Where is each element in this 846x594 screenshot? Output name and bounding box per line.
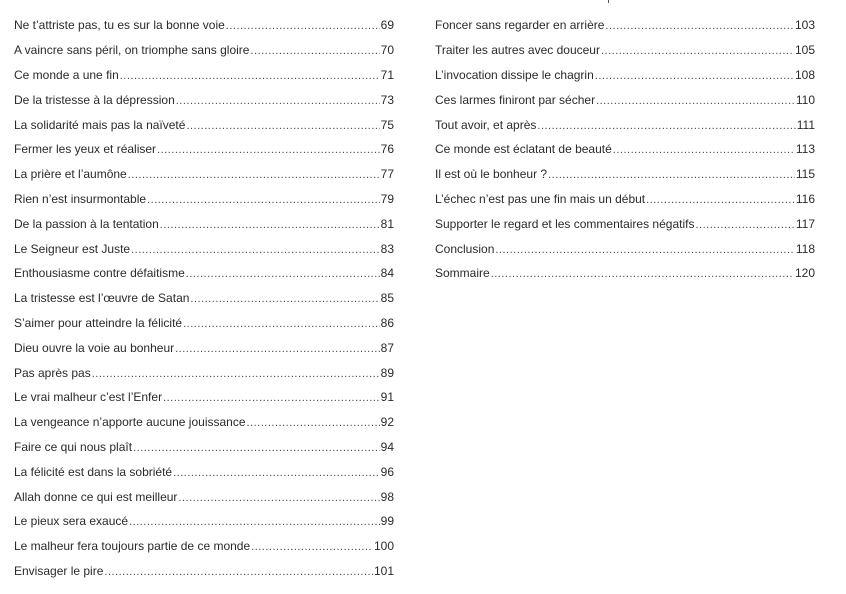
toc-entry-title: L’invocation dissipe le chagrin [435,67,594,82]
toc-entry-page-number: 71 [380,67,394,82]
toc-entry [14,187,394,212]
toc-dot-leader [495,244,794,256]
toc-dot-leader [613,144,795,156]
toc-dot-leader [178,492,379,504]
toc-entry-title: Faire ce qui nous plaît [14,439,133,454]
toc-dot-leader [548,169,795,181]
toc-entry-page-number: 89 [380,365,394,380]
toc-dot-leader [601,45,794,57]
toc-entry-page-number: 86 [380,315,394,330]
toc-dot-leader [695,219,794,231]
toc-dot-leader [131,244,380,256]
toc-entry [435,13,815,38]
toc-entry-title: Pas après pas [14,365,91,380]
toc-entry [14,137,394,162]
toc-entry-page-number: 73 [380,92,394,107]
toc-entry-page-number: 101 [373,563,394,578]
toc-entry [14,38,394,63]
toc-dot-leader [128,169,380,181]
toc-entry-page-number: 110 [795,92,815,107]
toc-entry-title: Dieu ouvre la voie au bonheur [14,340,175,355]
toc-entry-title: Fermer les yeux et réaliser [14,142,157,157]
toc-entry-page-number: 75 [380,117,394,132]
toc-entry-page-number: 85 [380,291,394,306]
toc-dot-leader [605,20,794,32]
toc-entry-page-number: 79 [380,191,394,206]
toc-entry-page-number: 87 [380,340,394,355]
toc-entry-page-number: 83 [380,241,394,256]
toc-entry-page-number: 70 [380,43,394,58]
toc-dot-leader [251,541,373,553]
toc-entry [14,87,394,112]
toc-entry [14,509,394,534]
toc-dot-leader [247,417,380,429]
toc-dot-leader [160,219,380,231]
toc-entry-title: Rien n’est insurmontable [14,191,147,206]
toc-dot-leader [186,120,379,132]
toc-entry-page-number: 91 [380,390,394,405]
toc-dot-leader [163,392,380,404]
toc-entry [14,484,394,509]
toc-entry-title: Traiter les autres avec douceur [435,43,600,58]
toc-entry [14,236,394,261]
toc-entry-page-number: 81 [380,216,394,231]
toc-entry [435,261,815,286]
toc-entry-page-number: 77 [380,167,394,182]
toc-dot-leader [157,144,380,156]
toc-entry-page-number: 84 [380,266,394,281]
toc-entry-title: Enthousiasme contre défaitisme [14,266,185,281]
toc-entry-page-number: 115 [795,167,815,182]
toc-dot-leader [250,45,379,57]
toc-dot-leader [646,194,795,206]
toc-dot-leader [120,70,380,82]
toc-column-left [14,13,394,583]
toc-entry-title: La félicité est dans la sobriété [14,464,173,479]
toc-entry-page-number: 113 [795,142,815,157]
toc-entry [14,360,394,385]
toc-entry [14,261,394,286]
toc-entry-title: Ne t’attriste pas, tu es sur la bonne voie [14,18,225,33]
toc-entry [435,112,815,137]
toc-entry-page-number: 111 [796,117,815,132]
toc-entry [14,385,394,410]
toc-entry-title: Le Seigneur est Juste [14,241,131,256]
toc-entry [14,162,394,187]
toc-entry [14,410,394,435]
toc-entry-page-number: 76 [380,142,394,157]
toc-entry-title: Conclusion [435,241,495,256]
toc-entry-title: La vengeance n’apporte aucune jouissance [14,415,246,430]
toc-entry-title: Sommaire [435,266,490,281]
toc-dot-leader [133,442,380,454]
toc-entry [14,459,394,484]
toc-entry-title: Supporter le regard et les commentaires négatifs [435,216,695,231]
toc-entry-page-number: 92 [380,415,394,430]
toc-entry-page-number: 69 [380,18,394,33]
toc-entry [435,63,815,88]
toc-entry-title: Allah donne ce qui est meilleur [14,489,178,504]
toc-entry-title: Foncer sans regarder en arrière [435,18,605,33]
toc-entry [435,38,815,63]
toc-entry [14,559,394,584]
toc-entry [14,13,394,38]
toc-dot-leader [537,120,795,132]
toc-entry-title: Ce monde a une fin [14,67,119,82]
toc-column-right [435,13,815,286]
toc-dot-leader [183,318,380,330]
toc-dot-leader [186,268,380,280]
toc-entry-title: A vaincre sans péril, on triomphe sans gloire [14,43,250,58]
toc-entry-title: Le vrai malheur c’est l’Enfer [14,390,163,405]
toc-entry-title: La prière et l’aumône [14,167,127,182]
toc-entry-title: S’aimer pour atteindre la félicité [14,315,183,330]
toc-entry-page-number: 96 [380,464,394,479]
toc-entry-title: De la passion à la tentation [14,216,159,231]
page-edge-mark [608,0,609,3]
toc-entry [435,187,815,212]
toc-entry [435,236,815,261]
toc-entry [14,311,394,336]
toc-entry-title: Envisager le pire [14,563,104,578]
toc-dot-leader [104,566,373,578]
toc-dot-leader [175,343,380,355]
toc-entry-title: Ces larmes finiront par sécher [435,92,596,107]
toc-entry-title: Le pieux sera exaucé [14,514,129,529]
toc-entry-page-number: 103 [794,18,815,33]
toc-dot-leader [491,268,794,280]
toc-dot-leader [147,194,380,206]
toc-dot-leader [129,516,380,528]
toc-entry-page-number: 94 [380,439,394,454]
toc-dot-leader [190,293,379,305]
toc-entry-page-number: 118 [795,241,815,256]
toc-dot-leader [92,368,380,380]
toc-entry [435,137,815,162]
toc-entry-page-number: 99 [380,514,394,529]
toc-entry [435,162,815,187]
toc-entry-title: Le malheur fera toujours partie de ce monde [14,539,251,554]
toc-entry [14,63,394,88]
toc-entry-title: La tristesse est l’œuvre de Satan [14,291,190,306]
toc-dot-leader [596,95,795,107]
toc-entry-title: La solidarité mais pas la naïveté [14,117,186,132]
toc-entry-title: Ce monde est éclatant de beauté [435,142,612,157]
toc-entry-page-number: 116 [795,191,815,206]
toc-dot-leader [595,70,794,82]
toc-entry [14,112,394,137]
toc-dot-leader [176,95,380,107]
toc-entry-page-number: 100 [373,539,394,554]
toc-entry-title: Tout avoir, et après [435,117,537,132]
toc-entry-title: De la tristesse à la dépression [14,92,175,107]
toc-entry-page-number: 120 [794,266,815,281]
toc-entry [14,211,394,236]
toc-dot-leader [173,467,380,479]
toc-entry [14,534,394,559]
toc-dot-leader [226,20,380,32]
toc-entry [14,335,394,360]
toc-entry-title: L’échec n’est pas une fin mais un début [435,191,646,206]
toc-entry-page-number: 108 [794,67,815,82]
toc-entry [435,87,815,112]
toc-entry [14,435,394,460]
toc-entry-page-number: 117 [795,216,815,231]
toc-entry [435,211,815,236]
toc-entry-page-number: 98 [380,489,394,504]
toc-entry-page-number: 105 [794,43,815,58]
toc-entry [14,286,394,311]
toc-entry-title: Il est où le bonheur ? [435,167,548,182]
